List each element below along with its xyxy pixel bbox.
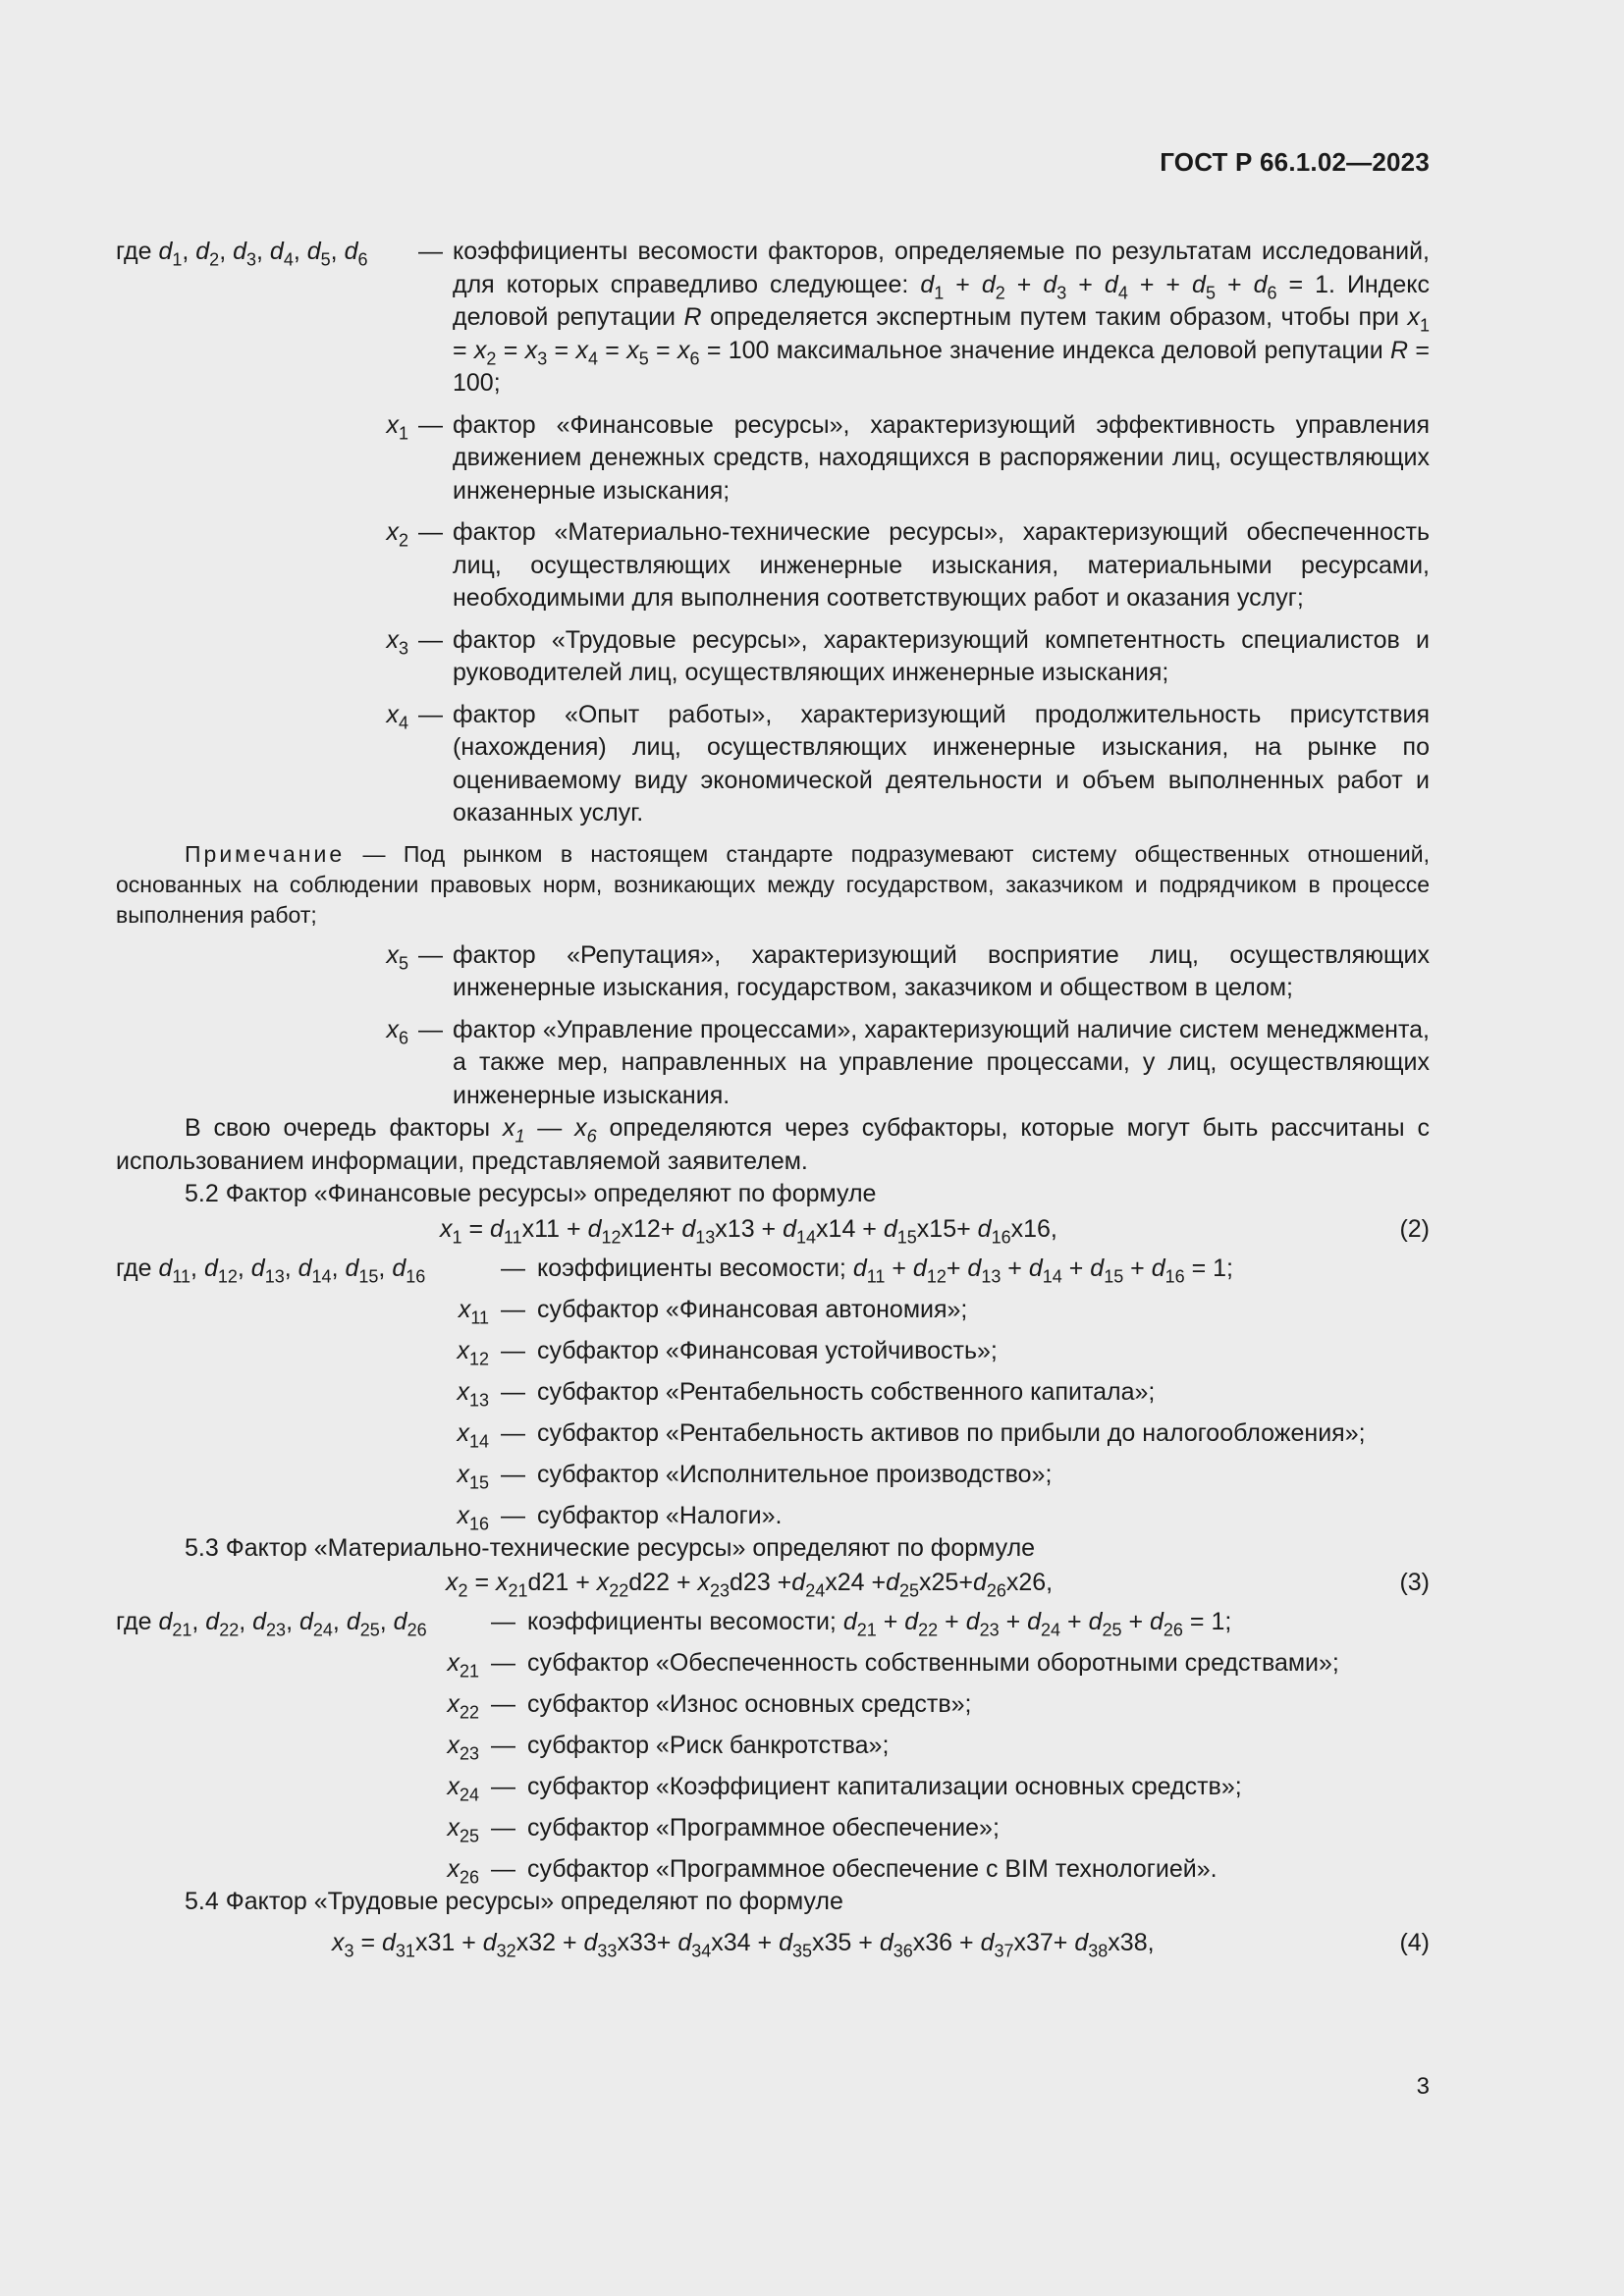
- em-dash: —: [491, 1732, 515, 1759]
- section-5-2-heading: 5.2 Фактор «Финансовые ресурсы» определяют по формуле: [185, 1180, 877, 1207]
- note-lead: Примечание: [185, 840, 346, 867]
- definition-row: [116, 1730, 1430, 1762]
- em-dash: —: [501, 1254, 525, 1282]
- definition-row: [116, 939, 1430, 1005]
- section-5-2-definitions: [116, 1253, 1430, 1532]
- definition-label: $x_{15}$: [457, 1460, 489, 1492]
- em-dash: —: [418, 410, 443, 439]
- definition-label: $x_{14}$: [457, 1418, 489, 1451]
- definition-text: субфактор «Программное обеспечение»;: [527, 1814, 1000, 1842]
- factor-definitions: [116, 236, 1430, 830]
- definition-text: фактор «Материально-технические ресурсы», характеризующий обеспеченность лиц, осуществляющих инженерные изыскания, материальными ресурсами, необходимыми для выполнения соответствующих работ и оказания услуг;: [453, 518, 1430, 612]
- section-5-3-heading: 5.3 Фактор «Материально-технические ресурсы» определяют по формуле: [185, 1533, 1036, 1562]
- formula-2-number: (2): [1399, 1214, 1430, 1243]
- definition-label: $x_{13}$: [457, 1377, 489, 1410]
- definition-row: [116, 1294, 1430, 1326]
- definition-text: фактор «Репутация», характеризующий восприятие лиц, осуществляющих инженерные изыскания, государством, заказчиком и обществом в целом;: [453, 940, 1430, 1001]
- definition-label: $x_{26}$: [447, 1855, 479, 1888]
- definition-label: $x_{21}$: [447, 1649, 479, 1682]
- definition-text: субфактор «Рентабельность активов по прибыли до налогообложения»;: [537, 1418, 1366, 1447]
- em-dash: —: [418, 1015, 443, 1043]
- definition-label: $x_1$: [386, 410, 408, 443]
- formula-2-expression: $x_1 = d_{11}x11 + d_{12}x12+ d_{13}x13 + d_{14}x14 + d_{15}x15+ d_{16}x16$,: [440, 1214, 1057, 1247]
- definition-row: [116, 1376, 1430, 1409]
- em-dash: —: [418, 625, 443, 654]
- definition-row: [116, 516, 1430, 615]
- definition-text: фактор «Трудовые ресурсы», характеризующий компетентность специалистов и руководителей лиц, осуществляющих инженерные изыскания;: [453, 625, 1430, 686]
- formula-2: [116, 1211, 1430, 1251]
- definition-text: субфактор «Обеспеченность собственными оборотными средствами»;: [527, 1649, 1339, 1677]
- definition-row: [116, 699, 1430, 830]
- definition-text: субфактор «Коэффициент капитализации основных средств»;: [527, 1773, 1242, 1800]
- definition-text: субфактор «Финансовая автономия»;: [537, 1295, 968, 1323]
- formula-4-expression: $x_3 = d_{31}x31 + d_{32}x32 + d_{33}x33+ d_{34}x34 + d_{35}x35 + d_{36}x36 + d_{37}x37+ d_{38}x38$,: [332, 1928, 1155, 1960]
- note-text: — Под рынком в настоящем стандарте подразумевают систему общественных отношений, основанных на соблюдении правовых норм, возникающих между государством, заказчиком и подрядчиком в процессе выполнения работ;: [116, 840, 1430, 928]
- em-dash: —: [501, 1336, 525, 1364]
- em-dash: —: [491, 1773, 515, 1800]
- definition-label: где $d_1$, $d_2$, $d_3$, $d_4$, $d_5$, $d_6$: [116, 238, 368, 270]
- em-dash: —: [491, 1649, 515, 1677]
- em-dash: —: [491, 1690, 515, 1718]
- em-dash: —: [418, 700, 443, 728]
- definition-text: коэффициенты весомости; $d_{21} + d_{22} + d_{23} + d_{24} + d_{25} + d_{26} = 1$;: [527, 1608, 1232, 1640]
- em-dash: —: [491, 1855, 515, 1883]
- definition-row: [116, 1771, 1430, 1803]
- definition-row: [116, 1812, 1430, 1844]
- note-paragraph: [116, 839, 1430, 931]
- em-dash: —: [418, 238, 443, 265]
- definition-row: [116, 1459, 1430, 1491]
- definition-text: коэффициенты весомости факторов, определяемые по результатам исследований, для которых справедливо следующее: $d_1 + d_2 + d_3 + d_4$ + + $d_5 + d_6 = 1$. Индекс деловой репутации R определяется экспертным путем таким образом, чтобы при $x_1 = x_2 = x_3 = x_4 = x_5 = x_6 = 100$ максимальное значение индекса деловой репутации R = 100;: [453, 238, 1431, 397]
- definition-label: $x_{22}$: [447, 1690, 479, 1723]
- definition-row: [116, 1500, 1430, 1532]
- definition-label: $x_3$: [386, 625, 408, 658]
- em-dash: —: [501, 1418, 525, 1447]
- definition-text: субфактор «Финансовая устойчивость»;: [537, 1336, 998, 1364]
- em-dash: —: [501, 1377, 525, 1406]
- definition-label: $x_{23}$: [447, 1732, 479, 1764]
- definition-row: [116, 1335, 1430, 1367]
- definition-label: $x_4$: [386, 700, 408, 732]
- definition-text: субфактор «Исполнительное производство»;: [537, 1460, 1053, 1488]
- factors-paragraph: В свою очередь факторы $x_1$ — $x_6$ определяются через субфакторы, которые могут быть рассчитаны с использованием информации, представляемой заявителем.: [116, 1114, 1430, 1175]
- em-dash: —: [418, 940, 443, 969]
- em-dash: —: [501, 1295, 525, 1323]
- definition-row: [116, 1417, 1430, 1450]
- definition-label: где $d_{21}$, $d_{22}$, $d_{23}$, $d_{24}$, $d_{25}$, $d_{26}$: [116, 1608, 427, 1640]
- definition-row: [116, 1253, 1430, 1285]
- definition-text: субфактор «Программное обеспечение с BIM технологией».: [527, 1855, 1218, 1883]
- em-dash: —: [501, 1460, 525, 1488]
- definition-text: субфактор «Рентабельность собственного капитала»;: [537, 1377, 1156, 1406]
- definition-row: [116, 1606, 1430, 1638]
- formula-3-number: (3): [1399, 1569, 1430, 1596]
- formula-4-number: (4): [1399, 1928, 1430, 1956]
- em-dash: —: [418, 518, 443, 546]
- definition-row: [116, 624, 1430, 690]
- definition-text: субфактор «Риск банкротства»;: [527, 1732, 890, 1759]
- definition-row: [116, 1647, 1430, 1680]
- section-5-3-definitions: [116, 1606, 1430, 1886]
- definition-label: $x_6$: [386, 1015, 408, 1047]
- definition-row: [116, 1853, 1430, 1886]
- factor-definitions-continued: [116, 939, 1430, 1113]
- definition-label: $x_{16}$: [457, 1501, 489, 1533]
- em-dash: —: [501, 1501, 525, 1529]
- standard-designation: ГОСТ Р 66.1.02—2023: [1160, 147, 1430, 177]
- factor-x1-ref: $x_1$: [502, 1114, 525, 1147]
- definition-row: [116, 1688, 1430, 1721]
- factor-x6-ref: $x_6$: [574, 1114, 597, 1147]
- definition-text: коэффициенты весомости; $d_{11} + d_{12}+ d_{13} + d_{14} + d_{15} + d_{16} = 1$;: [537, 1254, 1233, 1286]
- definition-text: фактор «Опыт работы», характеризующий продолжительность присутствия (нахождения) лиц, осуществляющих инженерные изыскания, на рынке по оцениваемому виду экономической деятельности и объем выполненных работ и оказанных услуг.: [453, 700, 1430, 827]
- definition-label: $x_{24}$: [447, 1773, 479, 1805]
- definition-label: $x_5$: [386, 940, 408, 973]
- definition-text: фактор «Управление процессами», характеризующий наличие систем менеджмента, а также мер, направленных на управление процессами, у лиц, осуществляющих инженерные изыскания.: [453, 1015, 1430, 1109]
- em-dash: —: [491, 1814, 515, 1842]
- definition-label: где $d_{11}$, $d_{12}$, $d_{13}$, $d_{14}$, $d_{15}$, $d_{16}$: [116, 1254, 426, 1286]
- formula-3-expression: $x_2 = x_{21}d21 + x_{22}d22 + x_{23}d23 +d_{24}x24 +d_{25}x25+d_{26}x26$,: [446, 1569, 1054, 1601]
- definition-text: фактор «Финансовые ресурсы», характеризующий эффективность управления движением денежных средств, находящихся в распоряжении лиц, осуществляющих инженерные изыскания;: [453, 410, 1430, 505]
- document-body: [116, 236, 1430, 1964]
- formula-4: [116, 1925, 1430, 1964]
- section-5-4-heading: 5.4 Фактор «Трудовые ресурсы» определяют по формуле: [185, 1888, 843, 1915]
- definition-label: $x_2$: [386, 518, 408, 551]
- definition-row: [116, 236, 1430, 400]
- formula-3: [116, 1565, 1430, 1604]
- definition-label: $x_{12}$: [457, 1336, 489, 1368]
- em-dash: —: [491, 1608, 515, 1635]
- definition-text: субфактор «Износ основных средств»;: [527, 1690, 972, 1718]
- definition-row: [116, 1014, 1430, 1113]
- definition-row: [116, 409, 1430, 508]
- definition-label: $x_{11}$: [458, 1295, 489, 1327]
- page-number: 3: [1416, 2073, 1430, 2100]
- definition-label: $x_{25}$: [447, 1814, 479, 1846]
- definition-text: субфактор «Налоги».: [537, 1501, 783, 1529]
